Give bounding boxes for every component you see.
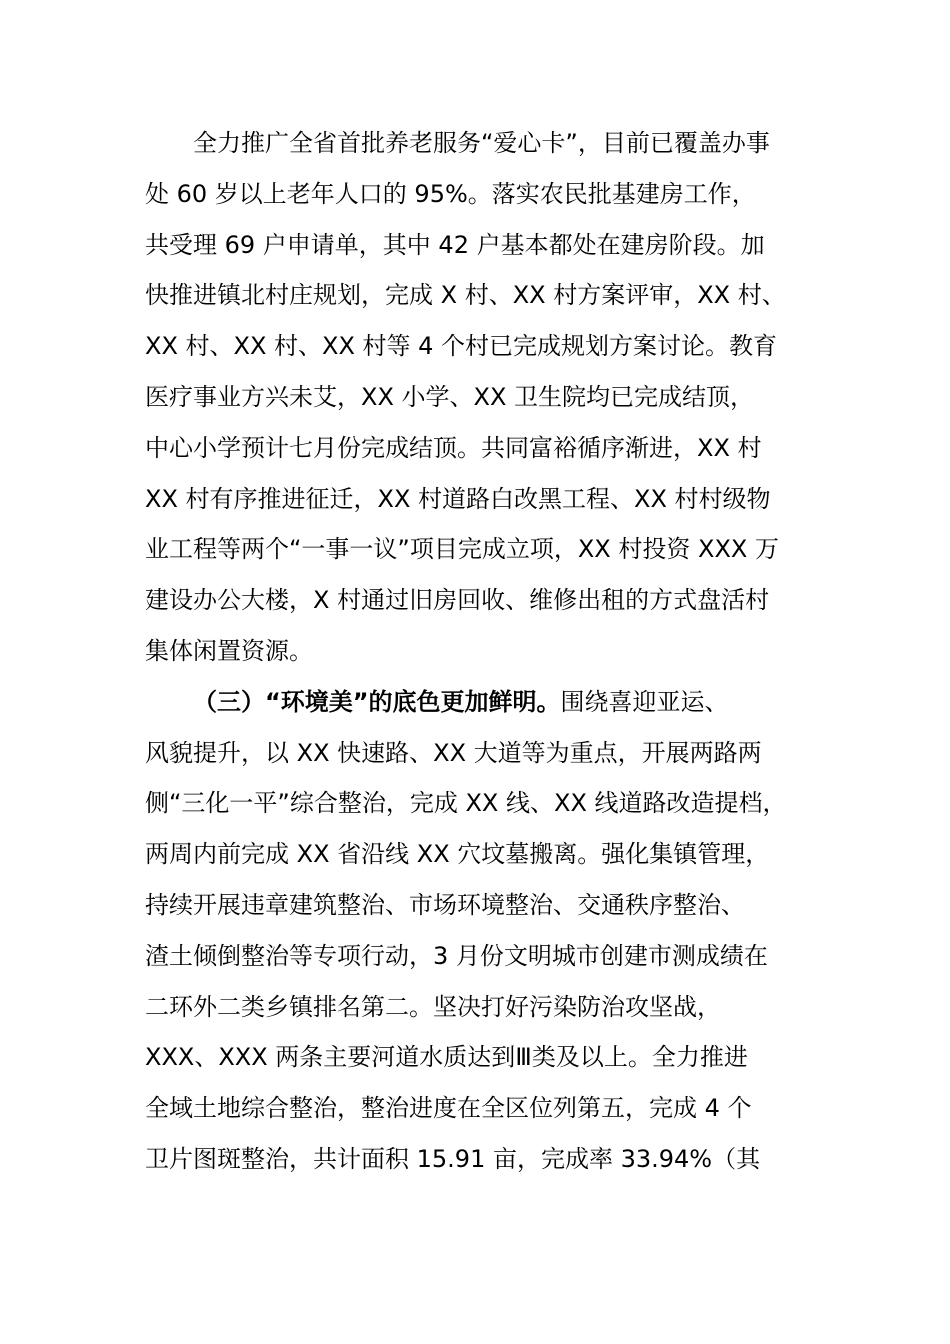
text-line bbox=[145, 169, 825, 220]
section-heading: （三）“环境美”的底色更加鲜明。 bbox=[193, 687, 561, 716]
line-text: 业工程等两个“一事一议”项目完成立项，XX 村投资 XXX 万 bbox=[145, 535, 779, 564]
text-line bbox=[145, 575, 825, 626]
text-line bbox=[145, 372, 825, 423]
line-text: 医疗事业方兴未艾，XX 小学、XX 卫生院均已完成结顶， bbox=[145, 382, 755, 411]
line-text: 渣土倾倒整治等专项行动，3 月份文明城市创建市测成绩在 bbox=[145, 941, 768, 970]
section-heading-wrap bbox=[193, 677, 729, 728]
text-line bbox=[145, 474, 825, 525]
line-text: 全域土地综合整治，整治进度在全区位列第五，完成 4 个 bbox=[145, 1094, 752, 1123]
text-line bbox=[145, 118, 825, 169]
line-text: 围绕喜迎亚运、 bbox=[560, 687, 729, 716]
text-line bbox=[145, 423, 825, 474]
text-line bbox=[145, 1134, 825, 1185]
text-line bbox=[145, 728, 825, 779]
line-text: 二环外二类乡镇排名第二。坚决打好污染防治攻坚战， bbox=[145, 992, 721, 1021]
text-line bbox=[145, 524, 825, 575]
text-line bbox=[145, 626, 825, 677]
line-text: 侧“三化一平”综合整治，完成 XX 线、XX 线道路改造提档， bbox=[145, 789, 787, 818]
text-line bbox=[145, 829, 825, 880]
text-line bbox=[145, 220, 825, 271]
text-line bbox=[145, 880, 825, 931]
body-text bbox=[145, 118, 825, 1185]
text-line bbox=[145, 931, 825, 982]
line-text: XX 村有序推进征迁，XX 村道路白改黑工程、XX 村村级物 bbox=[145, 484, 771, 513]
line-text: 两周内前完成 XX 省沿线 XX 穴坟墓搬离。强化集镇管理， bbox=[145, 840, 770, 869]
line-text: 集体闲置资源。 bbox=[145, 636, 313, 665]
line-text: 快推进镇北村庄规划，完成 X 村、XX 村方案评审，XX 村、 bbox=[145, 281, 786, 310]
line-text: 中心小学预计七月份完成结顶。共同富裕循序渐进，XX 村 bbox=[145, 433, 762, 462]
text-line bbox=[145, 1083, 825, 1134]
line-text: 建设办公大楼，X 村通过旧房回收、维修出租的方式盘活村 bbox=[145, 586, 770, 615]
line-text: 持续开展违章建筑整治、市场环境整治、交通秩序整治、 bbox=[145, 890, 745, 919]
section-heading-line bbox=[145, 677, 825, 728]
text-line bbox=[145, 982, 825, 1033]
line-text: XXX、XXX 两条主要河道水质达到Ⅲ类及以上。全力推进 bbox=[145, 1043, 748, 1072]
line-text: XX 村、XX 村、XX 村等 4 个村已完成规划方案讨论。教育 bbox=[145, 332, 778, 361]
text-line bbox=[145, 270, 825, 321]
line-text: 全力推广全省首批养老服务“爱心卡”，目前已覆盖办事 bbox=[193, 129, 770, 157]
line-text: 风貌提升，以 XX 快速路、XX 大道等为重点，开展两路两 bbox=[145, 738, 762, 767]
line-text: 处 60 岁以上老年人口的 95%。落实农民批基建房工作， bbox=[145, 179, 756, 208]
text-line bbox=[145, 321, 825, 372]
text-line bbox=[145, 778, 825, 829]
text-line bbox=[145, 1032, 825, 1083]
line-text: 共受理 69 户申请单，其中 42 户基本都处在建房阶段。加 bbox=[145, 230, 765, 259]
line-text: 卫片图斑整治，共计面积 15.91 亩，完成率 33.94%（其 bbox=[145, 1144, 761, 1173]
